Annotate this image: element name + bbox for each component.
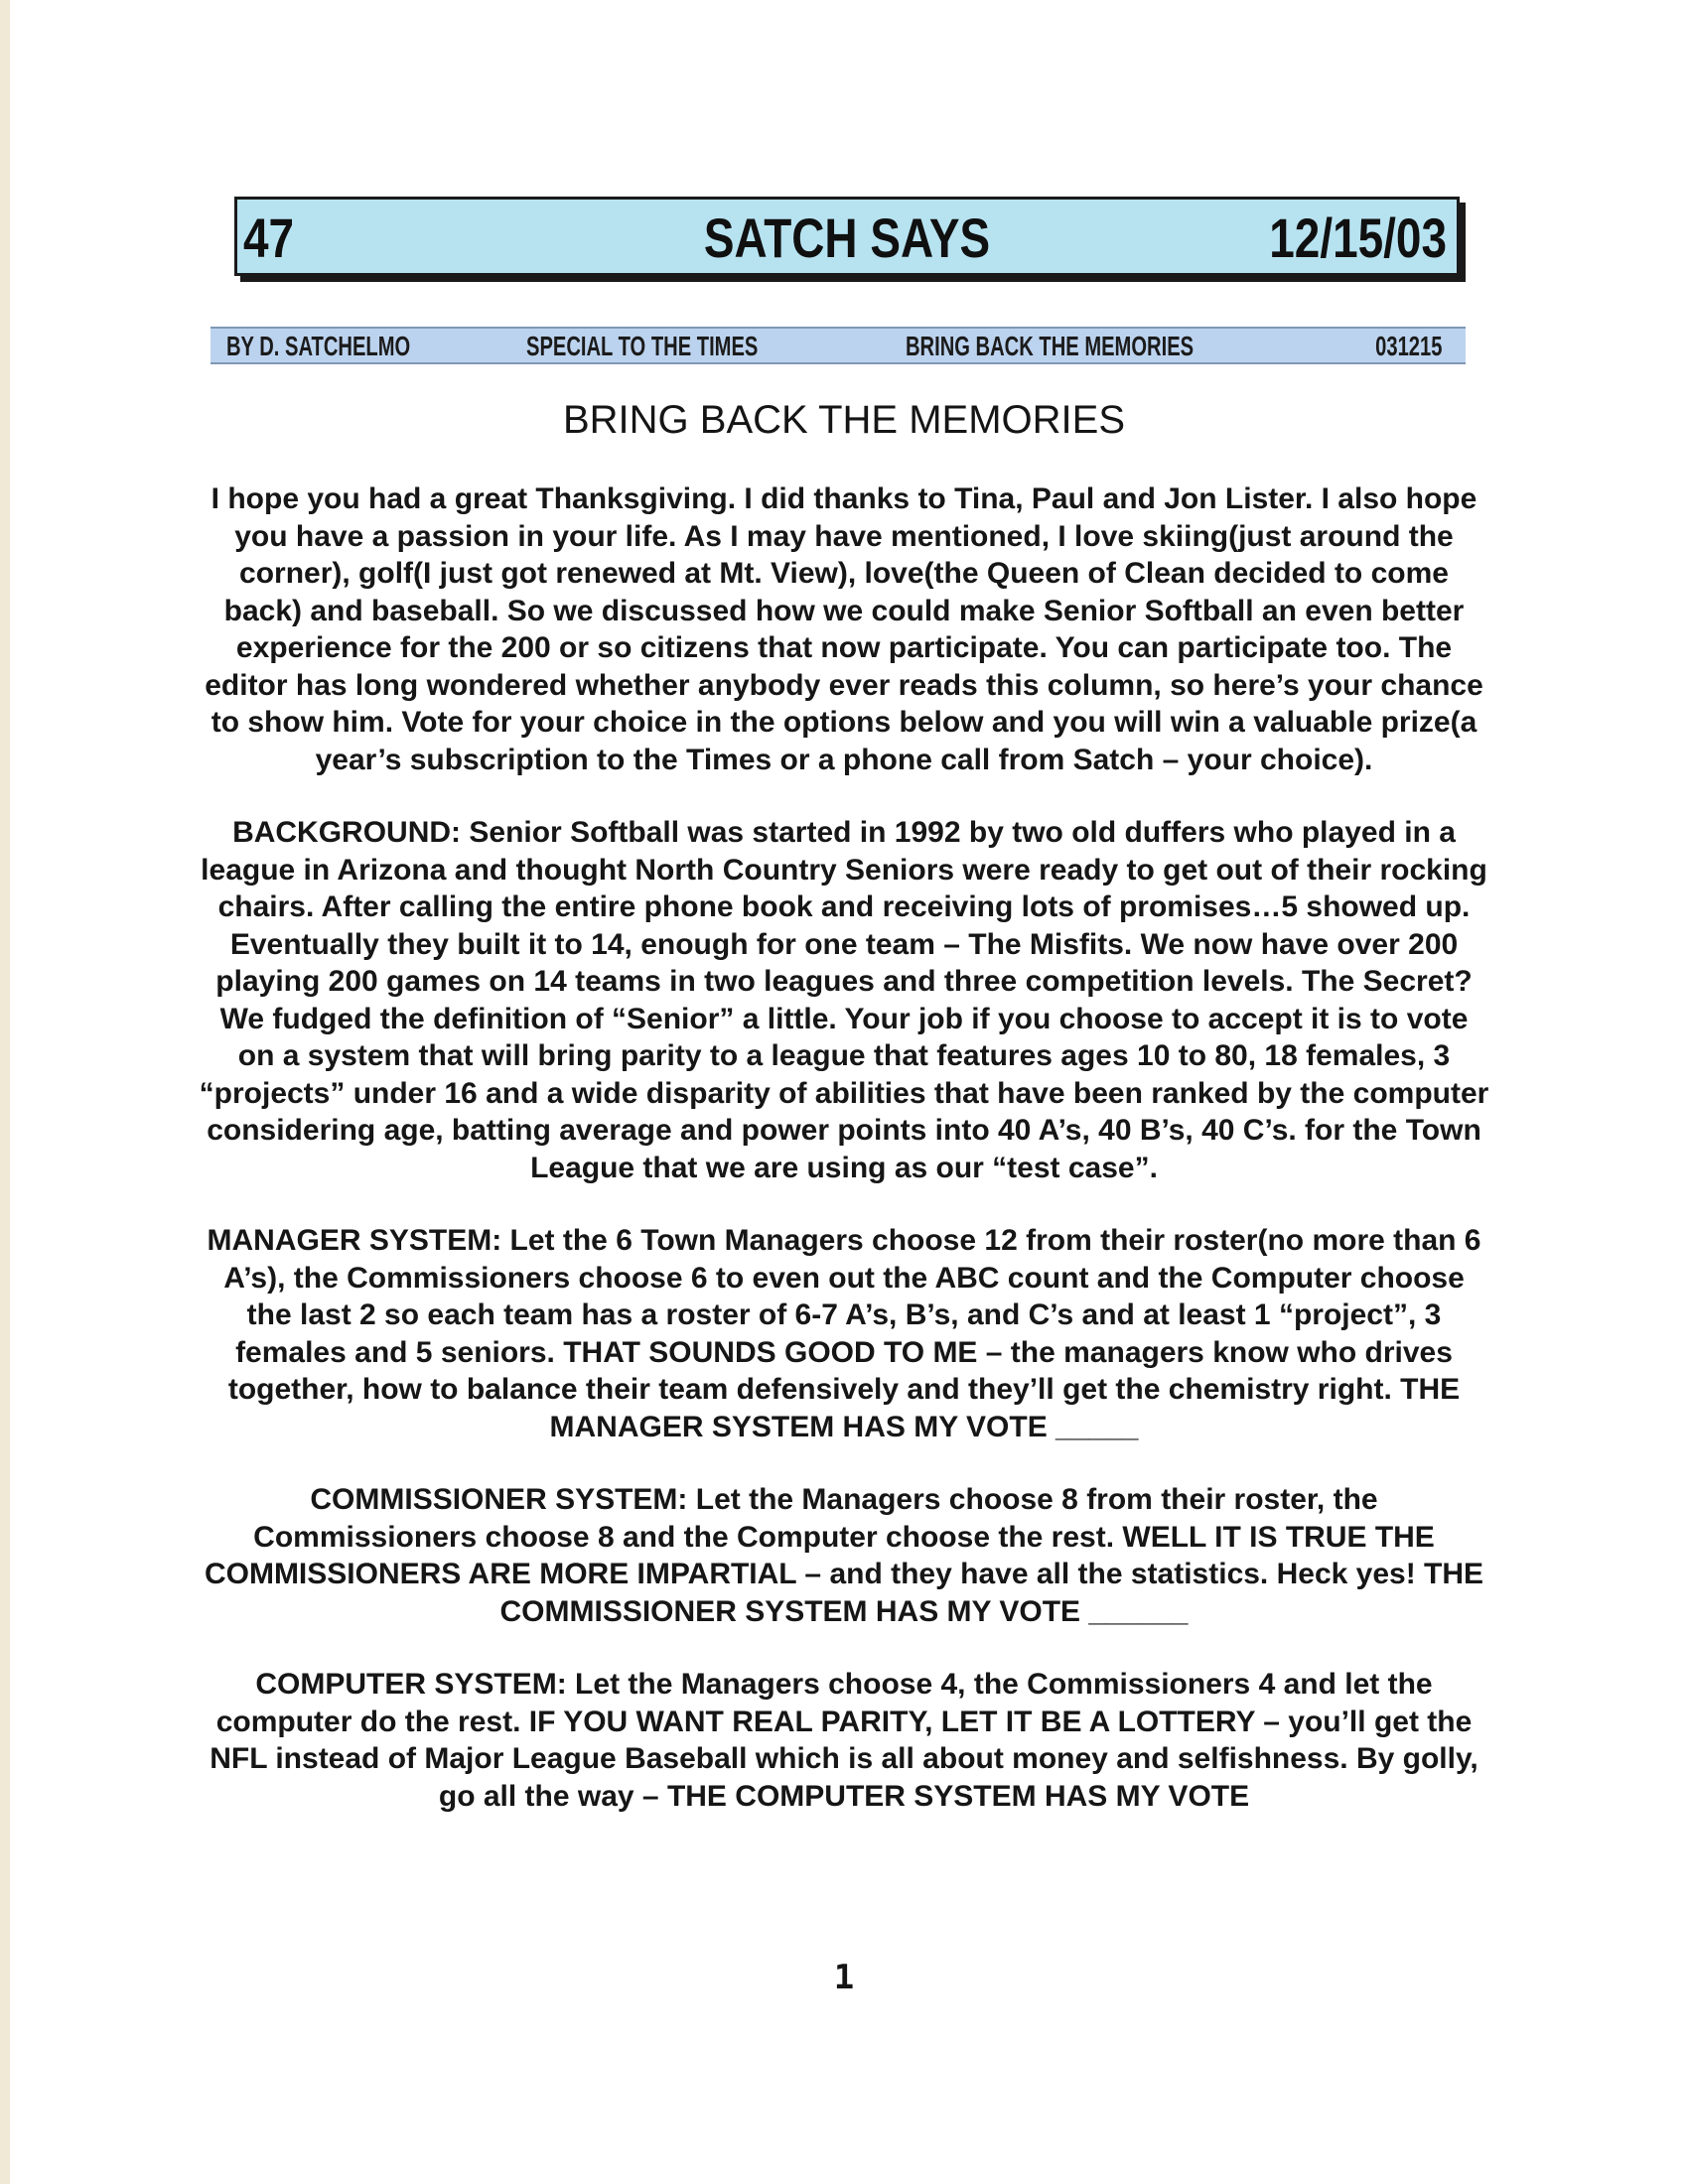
article-headline: BRING BACK THE MEMORIES: [562, 398, 1125, 442]
byline-topic: BRING BACK THE MEMORIES: [906, 331, 1195, 361]
byline-bar: [211, 327, 1466, 364]
page-edge: [0, 0, 10, 2184]
byline-special: SPECIAL TO THE TIMES: [526, 331, 759, 361]
paragraph-commissioner-system: COMMISSIONER SYSTEM: Let the Managers choose 8 from their roster, the Commissioners choose 8 and the Computer choose the rest. WELL IT IS TRUE THE COMMISSIONERS ARE MORE IMPARTIAL – and they have all the statistics. Heck yes! THE COMMISSIONER SYSTEM HAS MY VOTE ______: [204, 1483, 1484, 1628]
byline-code: 031215: [1374, 331, 1442, 361]
masthead-banner: [234, 197, 1460, 276]
page-number: 1: [833, 1958, 855, 1997]
issue-number: 47: [243, 206, 295, 269]
article-body: [199, 480, 1489, 1850]
paragraph-computer-system: COMPUTER SYSTEM: Let the Managers choose 4, the Commissioners 4 and let the computer do the rest. IF YOU WANT REAL PARITY, LET IT BE A LOTTERY – you’ll get the NFL instead of Major League Baseball which is all about money and selfishness. By golly, go all the way – THE COMPUTER SYSTEM HAS MY VOTE: [210, 1668, 1478, 1813]
column-title: SATCH SAYS: [703, 206, 991, 269]
paragraph-intro: I hope you had a great Thanksgiving. I did thanks to Tina, Paul and Jon Lister. I also hope you have a passion in your life. As I may have mentioned, I love skiing(just around the corner), golf(I just got renewed at Mt. View), love(the Queen of Clean decided to come back) and baseball. So we discussed how we could make Senior Softball an even better experience for the 200 or so citizens that now participate. You can participate too. The editor has long wondered whether anybody ever reads this column, so here’s your chance to show him. Vote for your choice in the options below and you will win a valuable prize(a year’s subscription to the Times or a phone call from Satch – your choice).: [205, 482, 1483, 776]
paragraph-manager-system: MANAGER SYSTEM: Let the 6 Town Managers choose 12 from their roster(no more than 6 A’s), the Commissioners choose 6 to even out the ABC count and the Computer choose the last 2 so each team has a roster of 6-7 A’s, B’s, and C’s and at least 1 “project”, 3 females and 5 seniors. THAT SOUNDS GOOD TO ME – the managers know who drives together, how to balance their team defensively and they’ll get the chemistry right. THE MANAGER SYSTEM HAS MY VOTE _____: [207, 1224, 1481, 1443]
paragraph-background: BACKGROUND: Senior Softball was started in 1992 by two old duffers who played in a league in Arizona and thought North Country Seniors were ready to get out of their rocking chairs. After calling the entire phone book and receiving lots of promises…5 showed up. Eventually they built it to 14, enough for one team – The Misfits. We now have over 200 playing 200 games on 14 teams in two leagues and three competition levels. The Secret? We fudged the definition of “Senior” a little. Your job if you choose to accept it is to vote on a system that will bring parity to a league that features ages 10 to 80, 18 females, 3 “projects” under 16 and a wide disparity of abilities that have been ranked by the computer considering age, batting average and power points into 40 A’s, 40 B’s, 40 C’s. for the Town League that we are using as our “test case”.: [199, 816, 1489, 1184]
issue-date: 12/15/03: [1269, 206, 1447, 269]
byline-author: BY D. SATCHELMO: [226, 331, 411, 361]
